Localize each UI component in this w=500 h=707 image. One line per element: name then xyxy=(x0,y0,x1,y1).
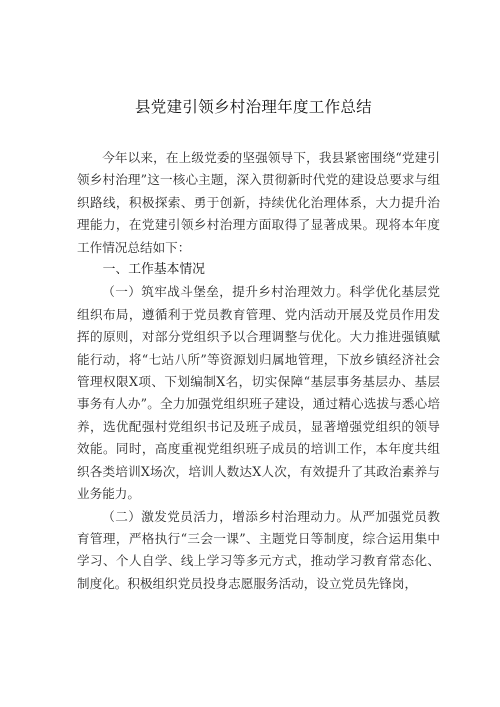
intro-paragraph: 今年以来，在上级党委的坚强领导下，我县紧密围绕“党建引领乡村治理”这一核心主题，深入贯彻新时代党的建设总要求与组织路线，积极探索、勇于创新，持续优化治理体系，大力提升治理能力，在党建引领乡村治理方面取得了显著成果。现将本年度工作情况总结如下： xyxy=(77,150,440,255)
body-paragraph-2: （二）激发党员活力，增添乡村治理动力。从严加强党员教育管理，严格执行“三会一课”、主题党日等制度，综合运用集中学习、个人自学、线上学习等多元方式，推动学习教育常态化、制度化。积极组织党员投身志愿服务活动，设立党员先锋岗， xyxy=(77,508,440,591)
section-heading-1: 一、工作基本情况 xyxy=(102,262,205,278)
body-paragraph-1: （一）筑牢战斗堡垒，提升乡村治理效力。科学优化基层党组织布局，遵循利于党员教育管理、党内活动开展及党员作用发挥的原则，对部分党组织予以合理调整与优化。大力推进强镇赋能行动，将“七站八所”等资源划归属地管理，下放乡镇经济社会管理权限X项、下划编制X名，切实保障“基层事务基层办、基层事务有人办”。全力加强党组织班子建设，通过精心选拔与悉心培养，选优配强村党组织书记及班子成员，显著增强党组织的领导效能。同时，高度重视党组织班子成员的培训工作，本年度共组织各类培训X场次，培训人数达X人次，有效提升了其政治素养与业务能力。 xyxy=(77,284,440,502)
document-title: 县党建引领乡村治理年度工作总结 xyxy=(134,98,372,116)
